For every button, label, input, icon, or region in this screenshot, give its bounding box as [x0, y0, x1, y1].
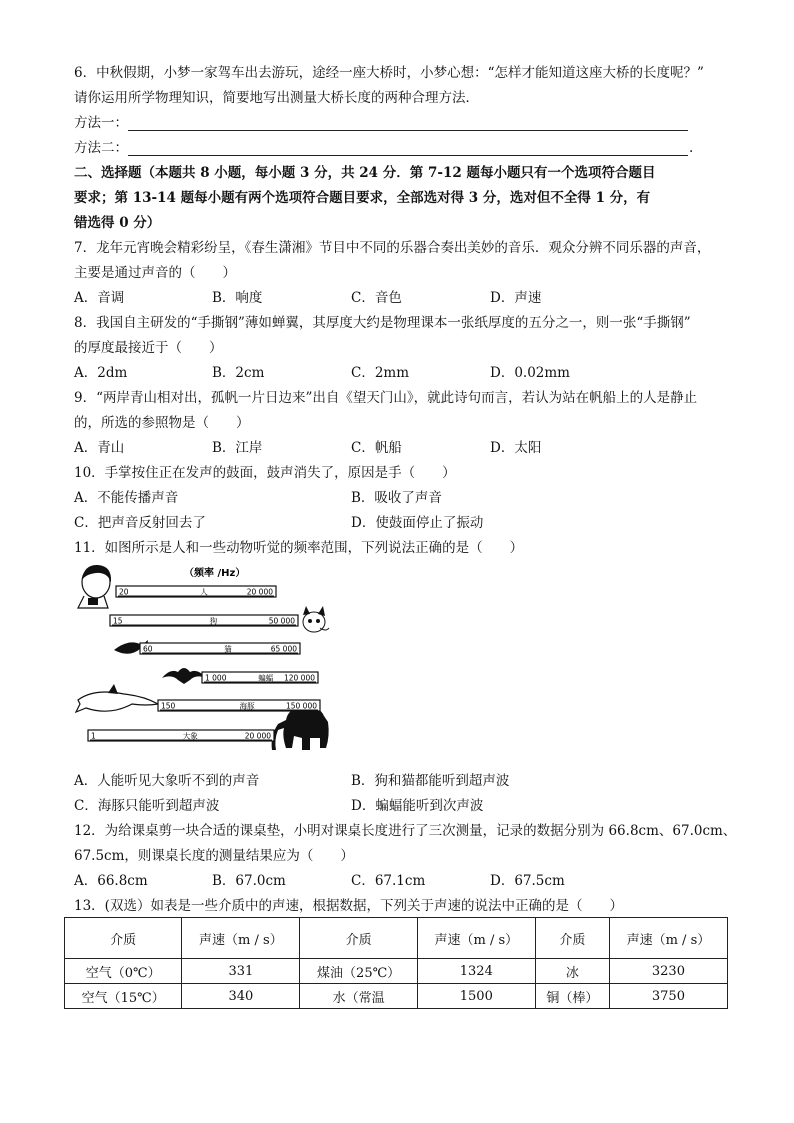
q6-line-2: 请你运用所学物理知识，简要地写出测量大桥长度的两种合理方法．	[74, 90, 479, 106]
q9-option-c[interactable]: C．帆船	[351, 440, 402, 456]
table-row	[65, 959, 728, 984]
q11-line-1: 11．如图所示是人和一些动物听觉的频率范围，下列说法正确的是（ ）	[74, 540, 524, 556]
table-cell: 3750	[609, 984, 727, 1009]
hearing-range-name-label: 大象	[182, 731, 198, 741]
table-row	[65, 984, 728, 1009]
section-2-heading-line-3: 错选得 0 分）	[74, 215, 161, 231]
dolphin-icon	[76, 684, 158, 712]
hearing-range-low-label: 60	[143, 644, 153, 654]
hearing-range-low-label: 15	[113, 616, 123, 626]
hearing-range-low-label: 20	[119, 587, 129, 597]
hearing-range-name-label: 狗	[209, 616, 218, 626]
hearing-range-bar	[158, 700, 320, 711]
q10-option-c[interactable]: C．把声音反射回去了	[74, 515, 206, 531]
table-header-cell: 声速（m / s）	[182, 918, 300, 959]
q11-option-c[interactable]: C．海豚只能听到超声波	[74, 798, 220, 814]
hearing-range-low-label: 1 000	[205, 673, 227, 683]
q8-option-b[interactable]: B．2cm	[212, 365, 265, 381]
q8-line-1: 8．我国自主研发的“手撕钢”薄如蝉翼，其厚度大约是物理课本一张纸厚度的五分之一，则一张“手撕钢”	[74, 315, 691, 331]
q7-option-d[interactable]: D．声速	[490, 290, 542, 306]
hearing-range-high-label: 50 000	[268, 616, 295, 626]
q8-option-a[interactable]: A．2dm	[74, 365, 128, 381]
animal-face-icon	[303, 606, 329, 632]
q10-line-1: 10．手掌按住正在发声的鼓面，鼓声消失了，原因是手（ ）	[74, 465, 456, 481]
hearing-range-bar	[202, 672, 318, 683]
q7-line-1: 7．龙年元宵晚会精彩纷呈，《春生潇湘》节目中不同的乐器合奏出美妙的音乐．观众分辨不同乐器的声音，	[74, 240, 711, 256]
section-2-heading-line-1: 二、选择题（本题共 8 小题，每小题 3 分，共 24 分．第 7-12 题每小题只有一个选项符合题目	[74, 165, 656, 181]
human-icon	[78, 565, 111, 608]
q10-option-b[interactable]: B．吸收了声音	[351, 490, 442, 506]
q12-line-2: 67.5cm，则课桌长度的测量结果应为（ ）	[74, 848, 354, 864]
section-2-heading-line-2: 要求；第 13-14 题每小题有两个选项符合题目要求，全部选对得 3 分，选对但不全得 1 分，有	[74, 190, 651, 206]
q10-option-a[interactable]: A．不能传播声音	[74, 490, 179, 506]
q7-option-b[interactable]: B．响度	[212, 290, 263, 306]
q6-method-1-blank[interactable]	[128, 130, 688, 131]
table-cell: 331	[182, 959, 300, 984]
table-cell: 水（常温	[300, 984, 417, 1009]
elephant-icon	[272, 706, 329, 750]
q13-line-1: 13．(双选）如表是一些介质中的声速，根据数据，下列关于声速的说法中正确的是（ ）	[74, 898, 623, 914]
hearing-range-figure	[74, 560, 344, 770]
table-cell: 340	[182, 984, 300, 1009]
q12-option-c[interactable]: C．67.1cm	[351, 873, 426, 889]
hearing-range-name-label: 海豚	[239, 701, 255, 711]
table-header-cell: 声速（m / s）	[417, 918, 535, 959]
hearing-range-bar	[140, 643, 300, 654]
q11-option-d[interactable]: D．蝙蝠能听到次声波	[351, 798, 484, 814]
table-cell: 1500	[417, 984, 535, 1009]
q7-line-2: 主要是通过声音的（ ）	[74, 265, 236, 281]
q12-option-d[interactable]: D．67.5cm	[490, 873, 565, 889]
table-header-row	[65, 918, 728, 959]
hearing-range-bar	[116, 586, 276, 597]
q9-line-1: 9．“两岸青山相对出，孤帆一片日边来”出自《望天门山》，就此诗句而言，若认为站在帆船上的人是静止	[74, 390, 698, 406]
table-cell: 冰	[535, 959, 609, 984]
hearing-range-bar	[88, 730, 274, 741]
table-cell: 1324	[417, 959, 535, 984]
q12-option-a[interactable]: A．66.8cm	[74, 873, 148, 889]
q8-option-d[interactable]: D．0.02mm	[490, 365, 570, 381]
hearing-range-name-label: 猫	[224, 644, 232, 654]
hearing-range-high-label: 150 000	[285, 701, 317, 711]
table-cell: 空气（0℃）	[65, 959, 182, 984]
q12-option-b[interactable]: B．67.0cm	[212, 873, 286, 889]
q6-method-2-label: 方法二：	[74, 140, 128, 156]
q6-method-2-blank[interactable]	[128, 155, 688, 156]
hearing-range-high-label: 120 000	[283, 673, 315, 683]
q6-method-1-label: 方法一：	[74, 115, 128, 131]
hearing-range-low-label: 150	[161, 701, 176, 711]
table-header-cell: 介质	[300, 918, 417, 959]
hearing-range-high-label: 20 000	[246, 587, 273, 597]
bat-icon	[162, 668, 206, 684]
table-cell: 空气（15℃）	[65, 984, 182, 1009]
q11-option-b[interactable]: B．狗和猫都能听到超声波	[351, 773, 510, 789]
table-cell: 煤油（25℃）	[300, 959, 417, 984]
q11-option-a[interactable]: A．人能听见大象听不到的声音	[74, 773, 260, 789]
q9-option-a[interactable]: A．青山	[74, 440, 125, 456]
q9-option-d[interactable]: D．太阳	[490, 440, 542, 456]
hearing-range-low-label: 1	[91, 731, 96, 741]
q12-line-1: 12．为给课桌剪一块合适的课桌垫，小明对课桌长度进行了三次测量，记录的数据分别为 66.8cm、67.0cm、	[74, 823, 737, 839]
figure-title: （频率 /Hz）	[184, 568, 246, 579]
q9-line-2: 的，所选的参照物是（ ）	[74, 415, 250, 431]
q7-option-c[interactable]: C．音色	[351, 290, 402, 306]
table-cell: 3230	[609, 959, 727, 984]
table-header-cell: 介质	[535, 918, 609, 959]
q7-option-a[interactable]: A．音调	[74, 290, 125, 306]
table-header-cell: 介质	[65, 918, 182, 959]
hearing-range-bar	[110, 615, 298, 626]
hearing-range-name-label: 人	[200, 587, 208, 597]
q6-end-period: .	[689, 140, 694, 156]
q6-line-1: 6．中秋假期，小梦一家驾车出去游玩，途经一座大桥时，小梦心想：“怎样才能知道这座大桥的长度呢？”	[74, 65, 704, 81]
hearing-range-high-label: 20 000	[244, 731, 271, 741]
q8-line-2: 的厚度最接近于（ ）	[74, 340, 223, 356]
q8-option-c[interactable]: C．2mm	[351, 365, 410, 381]
sound-speed-table	[64, 917, 728, 1009]
q9-option-b[interactable]: B．江岸	[212, 440, 263, 456]
table-header-cell: 声速（m / s）	[609, 918, 727, 959]
hearing-range-name-label: 蝙蝠	[258, 673, 274, 683]
q10-option-d[interactable]: D．使鼓面停止了振动	[351, 515, 484, 531]
table-cell: 铜（棒）	[535, 984, 609, 1009]
hearing-range-high-label: 65 000	[270, 644, 297, 654]
